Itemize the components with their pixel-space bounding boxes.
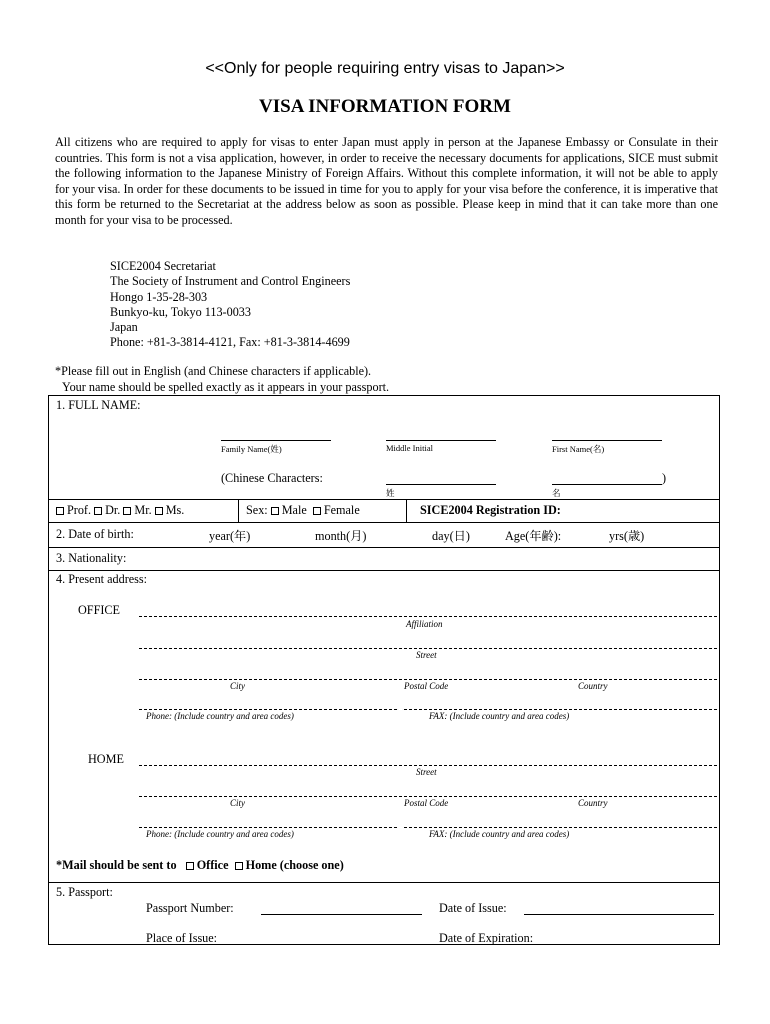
- dob-day[interactable]: day(日): [432, 529, 470, 543]
- chinese-characters-label: (Chinese Characters:: [221, 471, 323, 485]
- registration-id-label: SICE2004 Registration ID:: [420, 503, 561, 517]
- dr-option[interactable]: Dr.: [94, 503, 120, 517]
- office-postal-caption: Postal Code: [404, 681, 449, 691]
- chinese-given-name-field[interactable]: [552, 484, 662, 485]
- dob-month[interactable]: month(月): [315, 529, 367, 543]
- title-options: [56, 503, 184, 518]
- home-phone-field[interactable]: [139, 827, 397, 828]
- subtitle: <<Only for people requiring entry visas to Japan>>: [205, 60, 565, 77]
- mail-office-option[interactable]: Office: [186, 858, 229, 872]
- date-of-issue-label: Date of Issue:: [439, 901, 507, 915]
- present-address-label: 4. Present address:: [56, 572, 148, 586]
- first-name-caption: First Name(名): [552, 444, 605, 454]
- home-fax-field[interactable]: [404, 827, 717, 828]
- mail-office-checkbox[interactable]: [186, 862, 194, 870]
- middle-initial-field[interactable]: [386, 440, 496, 441]
- sex-label: Sex:: [246, 503, 268, 517]
- visa-form: [48, 395, 720, 945]
- passport-name-note: Your name should be spelled exactly as it appears in your passport.: [62, 380, 390, 394]
- middle-initial-caption: Middle Initial: [386, 443, 433, 453]
- given-char-caption: 名: [552, 488, 561, 498]
- address-line: Japan: [110, 320, 138, 335]
- female-checkbox[interactable]: [313, 507, 321, 515]
- male-option[interactable]: Male: [271, 503, 307, 517]
- date-of-issue-field[interactable]: [524, 914, 714, 915]
- nationality-label: 3. Nationality:: [56, 551, 127, 565]
- mail-home-checkbox[interactable]: [235, 862, 243, 870]
- date-of-expiration-field[interactable]: [559, 944, 714, 945]
- prof-option[interactable]: Prof.: [56, 503, 91, 517]
- office-street-caption: Street: [416, 650, 437, 660]
- ms-checkbox[interactable]: [155, 507, 163, 515]
- home-street-field[interactable]: [139, 765, 717, 766]
- chinese-close-paren: ): [662, 471, 667, 485]
- office-city-postal-country-field[interactable]: [139, 679, 717, 680]
- sex-options: [246, 503, 360, 518]
- passport-label: 5. Passport:: [56, 885, 113, 899]
- female-option[interactable]: Female: [313, 503, 360, 517]
- mr-option[interactable]: Mr.: [123, 503, 151, 517]
- home-street-caption: Street: [416, 767, 437, 777]
- place-of-issue-field[interactable]: [236, 944, 422, 945]
- mail-preference-label: *Mail should be sent to: [56, 858, 177, 872]
- passport-number-label: Passport Number:: [146, 901, 234, 915]
- mr-checkbox[interactable]: [123, 507, 131, 515]
- family-name-field[interactable]: [221, 440, 331, 441]
- address-line: The Society of Instrument and Control Engineers: [110, 274, 351, 289]
- secretariat-address: [110, 259, 350, 351]
- fill-note: *Please fill out in English (and Chinese characters if applicable).: [55, 364, 372, 378]
- chinese-surname-field[interactable]: [386, 484, 496, 485]
- place-of-issue-label: Place of Issue:: [146, 931, 218, 945]
- home-country-caption: Country: [578, 798, 608, 808]
- office-city-caption: City: [230, 681, 245, 691]
- home-city-postal-country-field[interactable]: [139, 796, 717, 797]
- ms-option[interactable]: Ms.: [155, 503, 185, 517]
- dob-label: 2. Date of birth:: [56, 527, 134, 541]
- page-title: VISA INFORMATION FORM: [259, 96, 511, 117]
- male-checkbox[interactable]: [271, 507, 279, 515]
- office-label: OFFICE: [78, 603, 120, 617]
- mail-home-option[interactable]: Home (choose one): [235, 858, 344, 872]
- date-of-expiration-label: Date of Expiration:: [439, 931, 534, 945]
- home-city-caption: City: [230, 798, 245, 808]
- first-name-field[interactable]: [552, 440, 662, 441]
- home-phone-caption: Phone: (Include country and area codes): [146, 829, 294, 839]
- office-phone-field[interactable]: [139, 709, 397, 710]
- home-postal-caption: Postal Code: [404, 798, 449, 808]
- dob-year[interactable]: year(年): [209, 529, 251, 543]
- office-country-caption: Country: [578, 681, 608, 691]
- address-line: SICE2004 Secretariat: [110, 259, 216, 273]
- office-affiliation-caption: Affiliation: [406, 619, 443, 629]
- home-label: HOME: [88, 752, 124, 766]
- surname-char-caption: 姓: [386, 488, 395, 498]
- passport-number-field[interactable]: [261, 914, 422, 915]
- full-name-label: 1. FULL NAME:: [56, 398, 141, 412]
- office-phone-caption: Phone: (Include country and area codes): [146, 711, 294, 721]
- address-line: Hongo 1-35-28-303: [110, 289, 208, 304]
- mail-preference: [56, 858, 344, 873]
- address-line: Phone: +81-3-3814-4121, Fax: +81-3-3814-4699: [110, 335, 350, 350]
- office-fax-caption: FAX: (Include country and area codes): [429, 711, 570, 721]
- intro-paragraph: All citizens who are required to apply for visas to enter Japan must apply in person at the Japanese Embassy or Consulate in their countries. This form is not a visa application, however, in order to receive the necessary documents for applications, SICE must submit the following information to the Japanese Ministry of Foreign Affairs. Without this complete information, it will not be able to apply for your visa. In order for these documents to be issued in time for you to apply for your visa before the conference, it is imperative that this form be returned to the Secretariat at the address below as soon as possible. Please keep in mind that it can take more than one month for your visa to be processed.: [55, 135, 718, 227]
- address-line: Bunkyo-ku, Tokyo 113-0033: [110, 304, 251, 319]
- prof-checkbox[interactable]: [56, 507, 64, 515]
- office-affiliation-field[interactable]: [139, 616, 717, 617]
- family-name-caption: Family Name(姓): [221, 444, 282, 454]
- home-fax-caption: FAX: (Include country and area codes): [429, 829, 570, 839]
- office-street-field[interactable]: [139, 648, 717, 649]
- age-label: Age(年齢):: [505, 529, 562, 543]
- age-years[interactable]: yrs(歳): [609, 529, 645, 543]
- dr-checkbox[interactable]: [94, 507, 102, 515]
- office-fax-field[interactable]: [404, 709, 717, 710]
